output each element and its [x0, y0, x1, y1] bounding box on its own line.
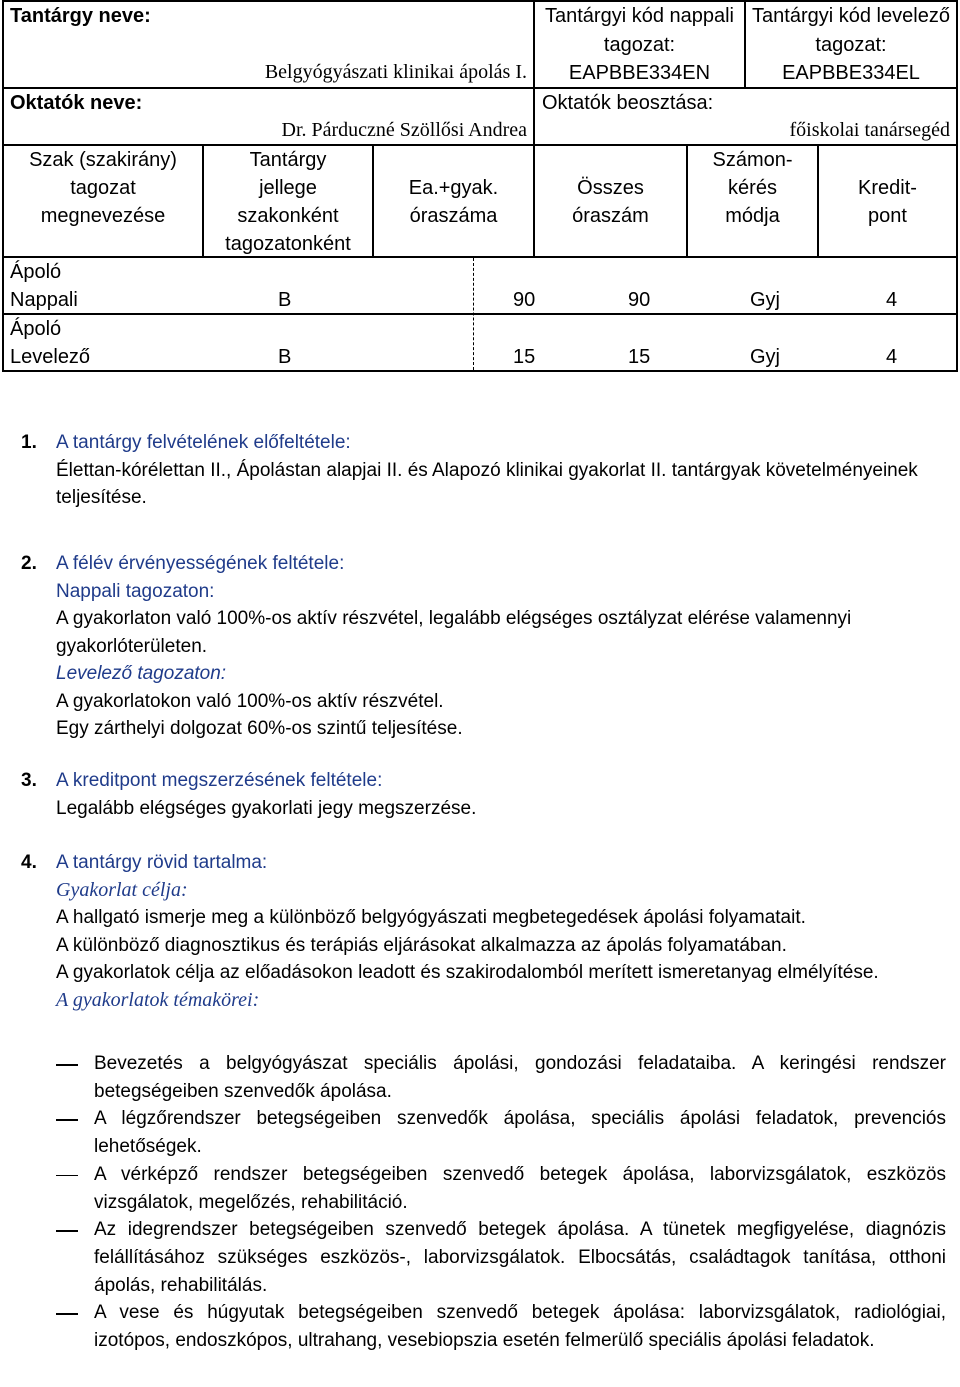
code-correspondence-value: EAPBBE334EL [782, 62, 920, 84]
teachers-name: Dr. Párduczné Szöllősi Andrea [281, 119, 527, 141]
section-prerequisites [21, 429, 944, 512]
row-credit: 4 [886, 346, 898, 368]
goal-line: A különböző diagnosztikus és terápiás eljárásokat alkalmazza az ápolás folyamatában. [56, 934, 787, 956]
section-title: A félév érvényességének feltétele: [56, 553, 345, 574]
topics-list [56, 1050, 946, 1355]
row-exam: Gyj [750, 346, 780, 368]
row-major: Ápoló Levelező [10, 318, 91, 368]
list-item: Bevezetés a belgyógyászat speciális ápolási, gondozási feladataiba. A keringési rendszer betegségeiben szenvedők ápolása. [56, 1050, 946, 1105]
list-item: A légzőrendszer betegségeiben szenvedők ápolása, speciális ápolási feladatok, prevenciós lehetőségek. [56, 1105, 946, 1160]
dash-bullet-icon [56, 1313, 78, 1315]
goal-label: Gyakorlat célja: [56, 878, 188, 901]
col-header-exam: Számon- kérés módja [712, 149, 793, 227]
dash-bullet-icon [56, 1175, 78, 1177]
col-header-character: Tantárgy jellege szakonként tagozatonként [225, 149, 351, 255]
row-total: 90 [628, 289, 651, 311]
code-day-value: EAPBBE334EN [568, 62, 711, 84]
teachers-label: Oktatók neve: [10, 92, 143, 114]
assignment-label: Oktatók beosztása: [542, 92, 714, 114]
row-hours: 90 [513, 289, 536, 311]
course-info-table [2, 0, 956, 372]
section-credit [21, 767, 944, 822]
section-number: 2. [21, 553, 37, 574]
col-header-credit: Kredit- pont [858, 177, 917, 227]
section-number: 4. [21, 852, 37, 873]
correspondence-mode-label: Levelező tagozaton: [56, 663, 227, 684]
correspondence-text: Egy zárthelyi dolgozat 60%-os szintű teljesítése. [56, 718, 463, 739]
section-title: A kreditpont megszerzésének feltétele: [56, 770, 383, 791]
section-title: A tantárgy rövid tartalma: [56, 852, 268, 873]
col-header-major: Szak (szakirány) tagozat megnevezése [29, 149, 177, 227]
dash-bullet-icon [56, 1230, 78, 1232]
goal-line: A hallgató ismerje meg a különböző belgyógyászati megbetegedések ápolási folyamatait. [56, 907, 806, 928]
day-mode-text: A gyakorlaton való 100%-os aktív részvétel, legalább elégséges osztályzat elérése valamennyi gyakorlóterületen. [56, 608, 852, 657]
list-item: Az idegrendszer betegségeiben szenvedő betegek ápolása. A tünetek megfigyelése, diagnózis felállításához szükséges eszközös-, laborvizsgálatok. Elbocsátás, családtagok tanítása, otthoni ápolás, rehabilitálás. [56, 1216, 946, 1299]
section-validity [21, 550, 944, 743]
row-major: Ápoló Nappali [10, 261, 78, 311]
row-credit: 4 [886, 289, 898, 311]
row-hours: 15 [513, 346, 536, 368]
topics-label: A gyakorlatok témakörei: [56, 988, 260, 1011]
row-total: 15 [628, 346, 651, 368]
subject-name: Belgyógyászati klinikai ápolás I. [264, 61, 527, 83]
day-mode-label: Nappali tagozaton: [56, 580, 215, 602]
section-text: Legalább elégséges gyakorlati jegy megszerzése. [56, 797, 477, 819]
list-item: A vese és húgyutak betegségeiben szenvedő betegek ápolása: laborvizsgálatok, radiológiai, izotópos, endoszkópos, ultrahang, vesebiopszia esetén felmerülő speciális ápolási feladatok. [56, 1299, 946, 1354]
section-number: 3. [21, 770, 37, 791]
col-header-total: Összes óraszám [572, 177, 649, 227]
dash-bullet-icon [56, 1119, 78, 1121]
list-item: A vérképző rendszer betegségeiben szenvedő betegek ápolása, laborvizsgálatok, eszközös vizsgálatok, megelőzés, rehabilitáció. [56, 1161, 946, 1216]
goal-line: A gyakorlatok célja az előadásokon leadott és szakirodalomból merített ismeretanyag elmélyítése. [56, 962, 879, 983]
row-exam: Gyj [750, 289, 780, 311]
section-content [21, 849, 944, 1014]
section-text: Élettan-kórélettan II., Ápolástan alapjai II. és Alapozó klinikai gyakorlat II. tantárgyak követelményeinek teljesítése. [56, 459, 918, 508]
section-title: A tantárgy felvételének előfeltétele: [56, 432, 351, 453]
col-header-hours: Ea.+gyak. óraszáma [408, 177, 499, 227]
subject-label: Tantárgy neve: [10, 5, 151, 27]
section-number: 1. [21, 432, 37, 453]
assignment-value: főiskolai tanársegéd [789, 119, 950, 141]
code-day-label: Tantárgyi kód nappali tagozat: [544, 5, 734, 56]
correspondence-text: A gyakorlatokon való 100%-os aktív részvétel. [56, 690, 444, 712]
row-character: B [278, 289, 292, 311]
row-character: B [278, 346, 292, 368]
code-correspondence-label: Tantárgyi kód levelező tagozat: [752, 5, 950, 56]
dash-bullet-icon [56, 1064, 78, 1066]
